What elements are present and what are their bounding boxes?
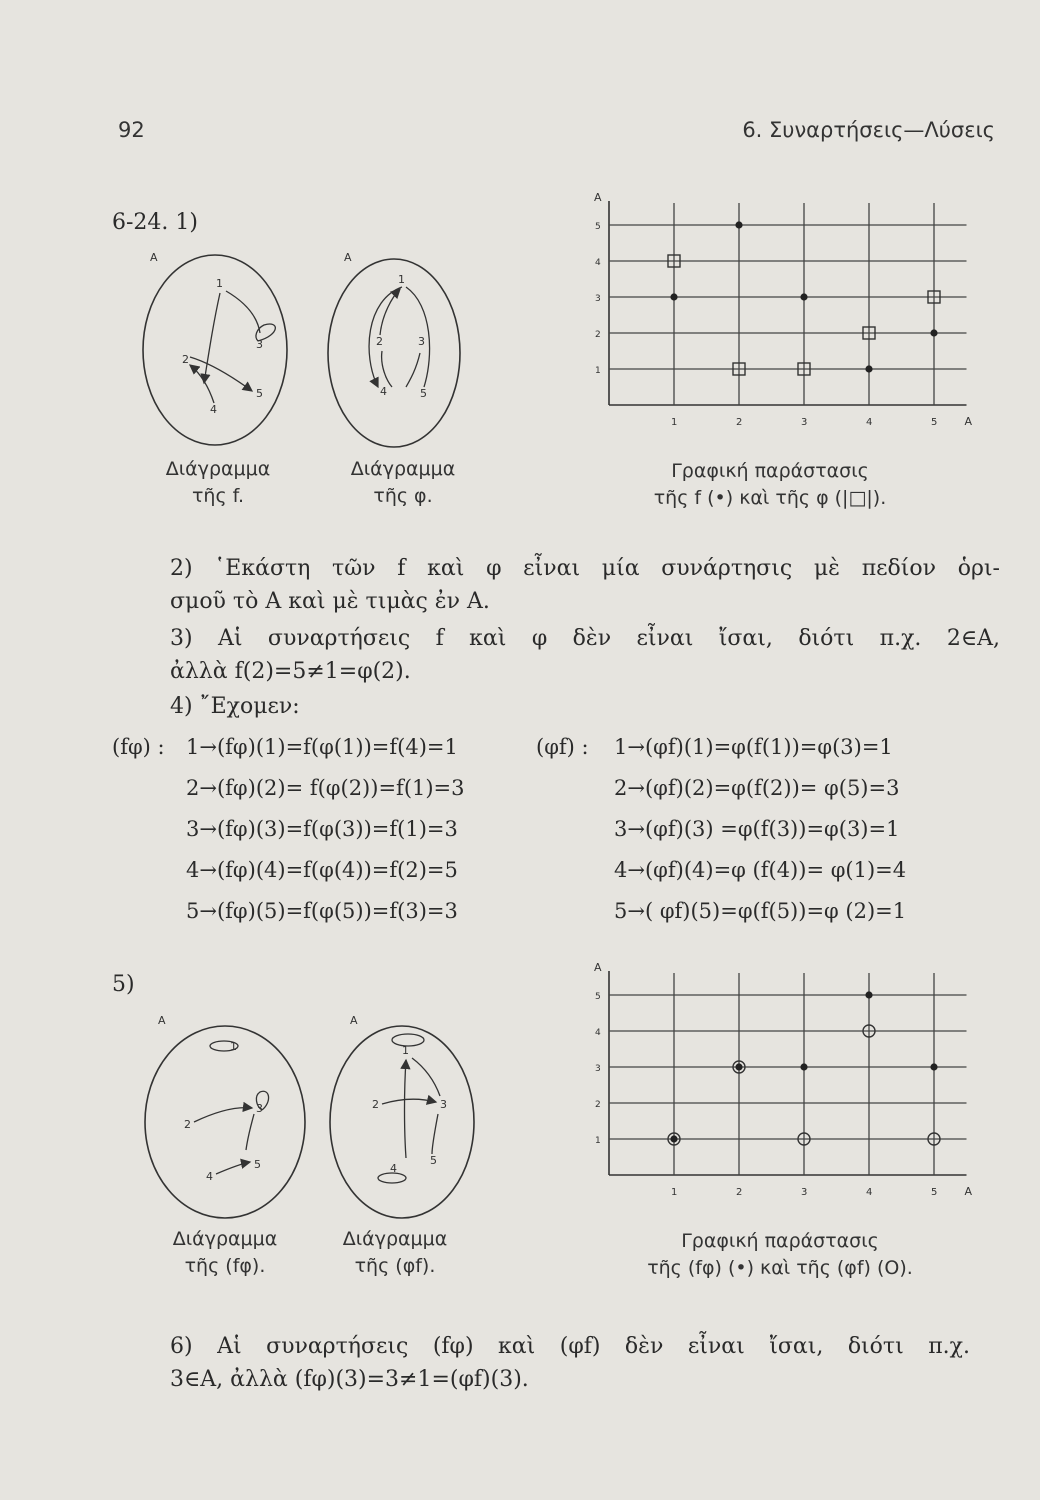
fphi-row-2: 2→(fφ)(2)= f(φ(2))=f(1)=3 — [186, 776, 465, 800]
chart-top-point-f-4 — [865, 365, 872, 372]
chart-top-x-tick-2: 2 — [736, 417, 743, 428]
caption-fphi-line2: τῆς (fφ). — [184, 1255, 266, 1277]
chart-bottom-y-tick-4: 4 — [595, 1028, 601, 1038]
chart-fphi-phif — [585, 950, 973, 1205]
part-3-line2: ἀλλὰ f(2)=5≠1=φ(2). — [170, 659, 411, 684]
chart-bottom-y-tick-3: 3 — [595, 1064, 601, 1074]
part-1-label: 1) — [175, 210, 199, 235]
chart-top-point-f-3 — [800, 293, 807, 300]
top-diagrams — [130, 245, 490, 460]
arrow-fphi-2-3 — [194, 1108, 252, 1122]
diagram-phi-node-5: 5 — [420, 387, 427, 400]
chart-bottom-x-tick-3: 3 — [801, 1187, 808, 1198]
chart-bottom-x-tick-4: 4 — [866, 1187, 873, 1198]
diagram-phif-set-label: A — [350, 1014, 358, 1027]
chart-bottom-point-fφ-4 — [865, 991, 872, 998]
part-4: 4) ῎Εχομεν: — [170, 694, 300, 719]
arrow-phif-2-3 — [382, 1099, 436, 1104]
diagram-f-node-2: 2 — [182, 353, 189, 366]
part-3 — [170, 622, 1000, 688]
arrow-phi-2-1 — [382, 351, 392, 387]
diagram-f-set-ellipse — [143, 255, 287, 445]
chart-f-phi — [585, 180, 973, 435]
diagram-fphi-set-ellipse — [145, 1026, 305, 1218]
part-6 — [170, 1330, 970, 1396]
chart-top-y-tick-1: 1 — [595, 366, 601, 376]
phif-row-5: 5→( φf)(5)=φ(f(5))=φ (2)=1 — [614, 899, 907, 923]
fphi-row-5: 5→(fφ)(5)=f(φ(5))=f(3)=3 — [186, 899, 458, 923]
part-2 — [170, 552, 1000, 618]
chart-top-point-f-1 — [670, 293, 677, 300]
phif-row-1: 1→(φf)(1)=φ(f(1))=φ(3)=1 — [614, 735, 893, 759]
phif-row-3: 3→(φf)(3) =φ(f(3))=φ(3)=1 — [614, 817, 900, 841]
problem-number — [112, 210, 198, 235]
fphi-row-1: 1→(fφ)(1)=f(φ(1))=f(4)=1 — [186, 735, 458, 759]
arrow-fphi-4-5 — [216, 1162, 250, 1174]
chart-top-y-tick-4: 4 — [595, 258, 601, 268]
chart-top-y-tick-2: 2 — [595, 330, 601, 340]
page-number: 92 — [118, 118, 145, 142]
arrow-phif-4-1 — [405, 1060, 407, 1158]
caption-f-line2: τῆς f. — [191, 485, 245, 507]
phif-row-4: 4→(φf)(4)=φ (f(4))= φ(1)=4 — [614, 858, 907, 882]
caption-diagram-phif — [320, 1226, 470, 1280]
chart-bottom-point-fφ-3 — [800, 1063, 807, 1070]
chart-bottom-x-tick-5: 5 — [931, 1187, 938, 1198]
chart-bottom-y-tick-1: 1 — [595, 1136, 601, 1146]
arrow-fphi-5-3 — [246, 1114, 254, 1150]
caption-f-line1: Διάγραμμα — [165, 458, 271, 480]
diagram-phi-set-label: A — [344, 251, 352, 264]
part-3-line1: 3) Αἱ συναρτήσεις f καὶ φ δὲν εἶναι ἴσαι, διότι π.χ. 2∈A, — [170, 626, 1000, 651]
chart-bottom-subtitle: τῆς (fφ) (•) καὶ τῆς (φf) (O). — [647, 1257, 913, 1279]
caption-fphi-line1: Διάγραμμα — [172, 1228, 278, 1250]
chart-top-y-label: A — [594, 191, 602, 204]
chart-top-point-f-2 — [735, 221, 742, 228]
diagram-fphi-set-label: A — [158, 1014, 166, 1027]
diagram-phif — [330, 1014, 474, 1218]
chart-top-x-tick-4: 4 — [866, 417, 873, 428]
diagram-phif-node-4: 4 — [390, 1162, 397, 1175]
diagram-f-set-label: A — [150, 251, 158, 264]
diagram-phif-node-5: 5 — [430, 1154, 437, 1167]
chapter-title: 6. Συναρτήσεις—Λύσεις — [742, 118, 995, 142]
chart-top-x-tick-3: 3 — [801, 417, 808, 428]
diagram-fphi-node-5: 5 — [254, 1158, 261, 1171]
diagram-phi-node-1: 1 — [398, 273, 405, 286]
chart-top-subtitle: τῆς f (•) καὶ τῆς φ (|□|). — [653, 487, 887, 509]
caption-chart-top — [590, 458, 950, 512]
diagram-phif-node-1: 1 — [402, 1044, 409, 1057]
chart-bottom-x-label: A — [964, 1185, 973, 1198]
caption-diagram-phi — [328, 456, 478, 510]
chart-top-y-tick-5: 5 — [595, 222, 601, 232]
fphi-rows — [186, 735, 465, 940]
chart-top-title: Γραφική παράστασις — [671, 460, 869, 482]
diagram-f-node-3: 3 — [256, 338, 263, 351]
diagram-phi-node-3: 3 — [418, 335, 425, 348]
fphi-label: (fφ) : — [112, 735, 165, 759]
fphi-row-4: 4→(fφ)(4)=f(φ(4))=f(2)=5 — [186, 858, 458, 882]
arrow-phi-3-2 — [406, 353, 420, 387]
caption-diagram-fphi — [150, 1226, 300, 1280]
phif-label: (φf) : — [536, 735, 589, 759]
arrow-phi-1-4 — [369, 287, 402, 387]
chart-bottom-point-fφ-1 — [670, 1135, 677, 1142]
phif-rows — [614, 735, 906, 940]
chart-bottom-point-fφ-5 — [930, 1063, 937, 1070]
part-6-line2: 3∈A, ἀλλὰ (fφ)(3)=3≠1=(φf)(3). — [170, 1367, 529, 1392]
chart-top-x-label: A — [964, 415, 973, 428]
diagram-fphi-node-4: 4 — [206, 1170, 213, 1183]
diagram-phi-node-4: 4 — [380, 385, 387, 398]
chart-bottom-x-tick-2: 2 — [736, 1187, 743, 1198]
part-6-line1: 6) Αἱ συναρτήσεις (fφ) καὶ (φf) δὲν εἶναι ἴσαι, διότι π.χ. — [170, 1334, 970, 1359]
part-2-line2: σμοῦ τὸ A καὶ μὲ τιμὰς ἐν A. — [170, 589, 490, 614]
caption-chart-bottom — [585, 1228, 975, 1282]
chart-bottom-x-tick-1: 1 — [671, 1187, 678, 1198]
fphi-row-3: 3→(fφ)(3)=f(φ(3))=f(1)=3 — [186, 817, 458, 841]
diagram-phi-set-ellipse — [328, 259, 460, 447]
diagram-f-node-4: 4 — [210, 403, 217, 416]
diagram-f-node-1: 1 — [216, 277, 223, 290]
chart-bottom-y-label: A — [594, 961, 602, 974]
diagram-f — [143, 251, 287, 445]
diagram-fphi-node-3: 3 — [256, 1102, 263, 1115]
part-5-label: 5) — [112, 972, 135, 997]
diagram-fphi-node-2: 2 — [184, 1118, 191, 1131]
caption-phi-line1: Διάγραμμα — [350, 458, 456, 480]
diagram-phi — [328, 251, 460, 447]
phif-row-2: 2→(φf)(2)=φ(f(2))= φ(5)=3 — [614, 776, 900, 800]
caption-phif-line1: Διάγραμμα — [342, 1228, 448, 1250]
diagram-fphi-node-1: 1 — [230, 1040, 237, 1053]
caption-diagram-f — [148, 456, 288, 510]
chart-bottom-point-fφ-2 — [735, 1063, 742, 1070]
diagram-phif-node-2: 2 — [372, 1098, 379, 1111]
part-2-line1: 2) ῾Εκάστη τῶν f καὶ φ εἶναι μία συνάρτησις μὲ πεδίον ὁρι- — [170, 556, 1000, 581]
arrow-f-4-1 — [190, 365, 214, 403]
chart-top-y-tick-3: 3 — [595, 294, 601, 304]
diagram-phif-node-3: 3 — [440, 1098, 447, 1111]
chart-bottom-title: Γραφική παράστασις — [681, 1230, 879, 1252]
chart-top-x-tick-1: 1 — [671, 417, 678, 428]
arrow-f-5-2 — [226, 291, 260, 333]
arrow-phif-3-5 — [432, 1114, 438, 1154]
chart-top-x-tick-5: 5 — [931, 417, 938, 428]
chart-bottom-y-tick-5: 5 — [595, 992, 601, 1002]
arrow-phif-1-3 — [412, 1058, 440, 1096]
problem-id: 6-24. — [112, 210, 169, 235]
chart-top-point-f-5 — [930, 329, 937, 336]
bottom-diagrams — [140, 1010, 480, 1225]
chart-bottom-y-tick-2: 2 — [595, 1100, 601, 1110]
diagram-f-node-5: 5 — [256, 387, 263, 400]
diagram-fphi — [145, 1014, 305, 1218]
caption-phif-line2: τῆς (φf). — [354, 1255, 436, 1277]
caption-phi-line2: τῆς φ. — [373, 485, 433, 507]
diagram-phi-node-2: 2 — [376, 335, 383, 348]
arrow-phi-4-1 — [380, 289, 400, 335]
